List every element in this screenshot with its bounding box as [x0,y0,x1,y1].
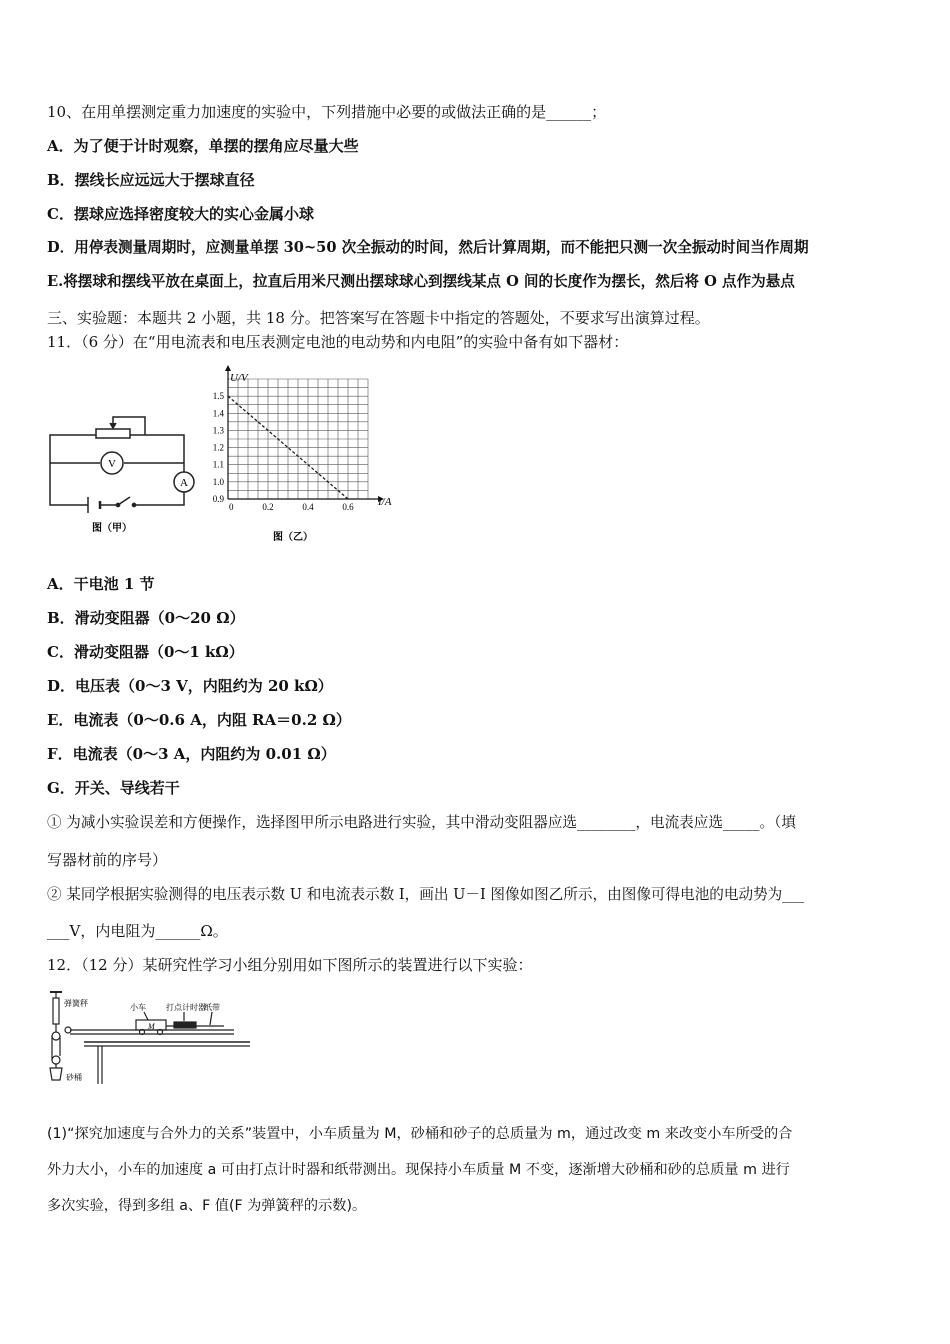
q10-option-d: D．用停表测量周期时，应测量单摆 30~50 次全振动的时间，然后计算周期，而不能把只测一次全振动时间当作周期 [47,239,809,256]
apparatus-diagram [44,988,254,1088]
y-tick-label: 1.0 [212,476,224,487]
label-bucket: 砂桶 [66,1073,82,1082]
y-axis-label: U/V [230,372,248,384]
ammeter-label: A [180,477,188,489]
q12-para-line2: 外力大小，小车的加速度 a 可由打点计时器和纸带测出。现保持小车质量 M 不变，逐渐增大砂桶和砂的总质量 m 进行 [47,1162,790,1178]
label-cart: 小车 [130,1003,146,1012]
chart-grid [228,379,368,499]
q10-option-e: E.将摆球和摆线平放在桌面上，拉直后用米尺测出摆球球心到摆线某点 O 间的长度作为摆长，然后将 O 点作为悬点 [47,273,795,290]
q10-option-c: C．摆球应选择密度较大的实心金属小球 [47,205,314,223]
y-tick-label: 1.4 [212,408,224,419]
chart-ticks [213,391,354,512]
q12-para-line1: (1)“探究加速度与合外力的关系”装置中，小车质量为 M，砂桶和砂子的总质量为 m，通过改变 m 来改变小车所受的合 [47,1126,793,1142]
q11-part1-line2: 写器材前的序号） [47,851,168,869]
x-tick-label: 0.2 [262,502,274,512]
y-axis-arrow [225,365,231,371]
y-tick-label: 1.5 [212,391,224,402]
voltmeter-label: V [108,458,116,470]
q11-stem: 11．（6 分）在“用电流表和电压表测定电池的电动势和内电阻”的实验中备有如下器材： [47,333,629,351]
ui-chart [200,365,415,543]
q11-option-g: G．开关、导线若干 [47,779,180,797]
q11-part1-line1: ① 为减小实验误差和方便操作，选择图甲所示电路进行实验，其中滑动变阻器应选________，电流表应选_____。（填 [47,814,796,831]
q11-option-e: E．电流表（0～0.6 A，内阻 RA＝0.2 Ω） [47,711,351,729]
q11-option-d: D．电压表（0～3 V，内阻约为 20 kΩ） [47,677,333,695]
q11-part2-line1: ② 某同学根据实验测得的电压表示数 U 和电流表示数 I，画出 U－I 图像如图乙所示，由图像可得电池的电动势为___ [47,886,805,903]
x-tick-label: 0 [229,502,234,512]
q10-stem: 10、在用单摆测定重力加速度的实验中，下列措施中必要的或做法正确的是______； [47,103,607,121]
section-3-heading: 三、实验题：本题共 2 小题，共 18 分。把答案写在答题卡中指定的答题处，不要求写出演算过程。 [47,309,710,327]
label-tape: 纸带 [204,1003,220,1012]
y-tick-label: 1.1 [212,459,224,470]
label-cart-mass: M [148,1022,155,1031]
q11-option-a: A．干电池 1 节 [47,575,155,593]
q10-option-b: B．摆线长应远远大于摆球直径 [47,171,255,189]
q11-option-f: F．电流表（0～3 A，内阻约为 0.01 Ω） [47,745,336,763]
q12-stem: 12．（12 分）某研究性学习小组分别用如下图所示的装置进行以下实验： [47,956,533,974]
label-spring-scale: 弹簧秤 [64,999,88,1008]
figure-yi-caption: 图（乙） [273,532,313,543]
q11-option-c: C．滑动变阻器（0～1 kΩ） [47,643,244,661]
figure-jia-caption: 图（甲） [92,523,132,534]
voltmeter-symbol [101,452,123,474]
label-timer: 打点计时器 [166,1003,206,1012]
q11-part2-line2: ___V，内电阻为______Ω。 [47,922,228,940]
y-tick-label: 1.2 [212,442,224,453]
chart-axes [225,365,384,502]
x-axis-label: I/A [378,496,392,508]
q12-para-line3: 多次实验，得到多组 a、F 值(F 为弹簧秤的示数)。 [47,1198,367,1214]
x-tick-label: 0.6 [342,502,354,512]
q10-option-a: A．为了便于计时观察，单摆的摆角应尽量大些 [47,137,359,155]
y-tick-label: 1.3 [212,425,224,436]
ammeter-symbol [174,472,194,492]
q11-option-b: B．滑动变阻器（0～20 Ω） [47,609,245,627]
x-tick-label: 0.4 [302,502,314,512]
circuit-diagram [44,415,204,540]
y-tick-label: 0.9 [212,494,224,504]
